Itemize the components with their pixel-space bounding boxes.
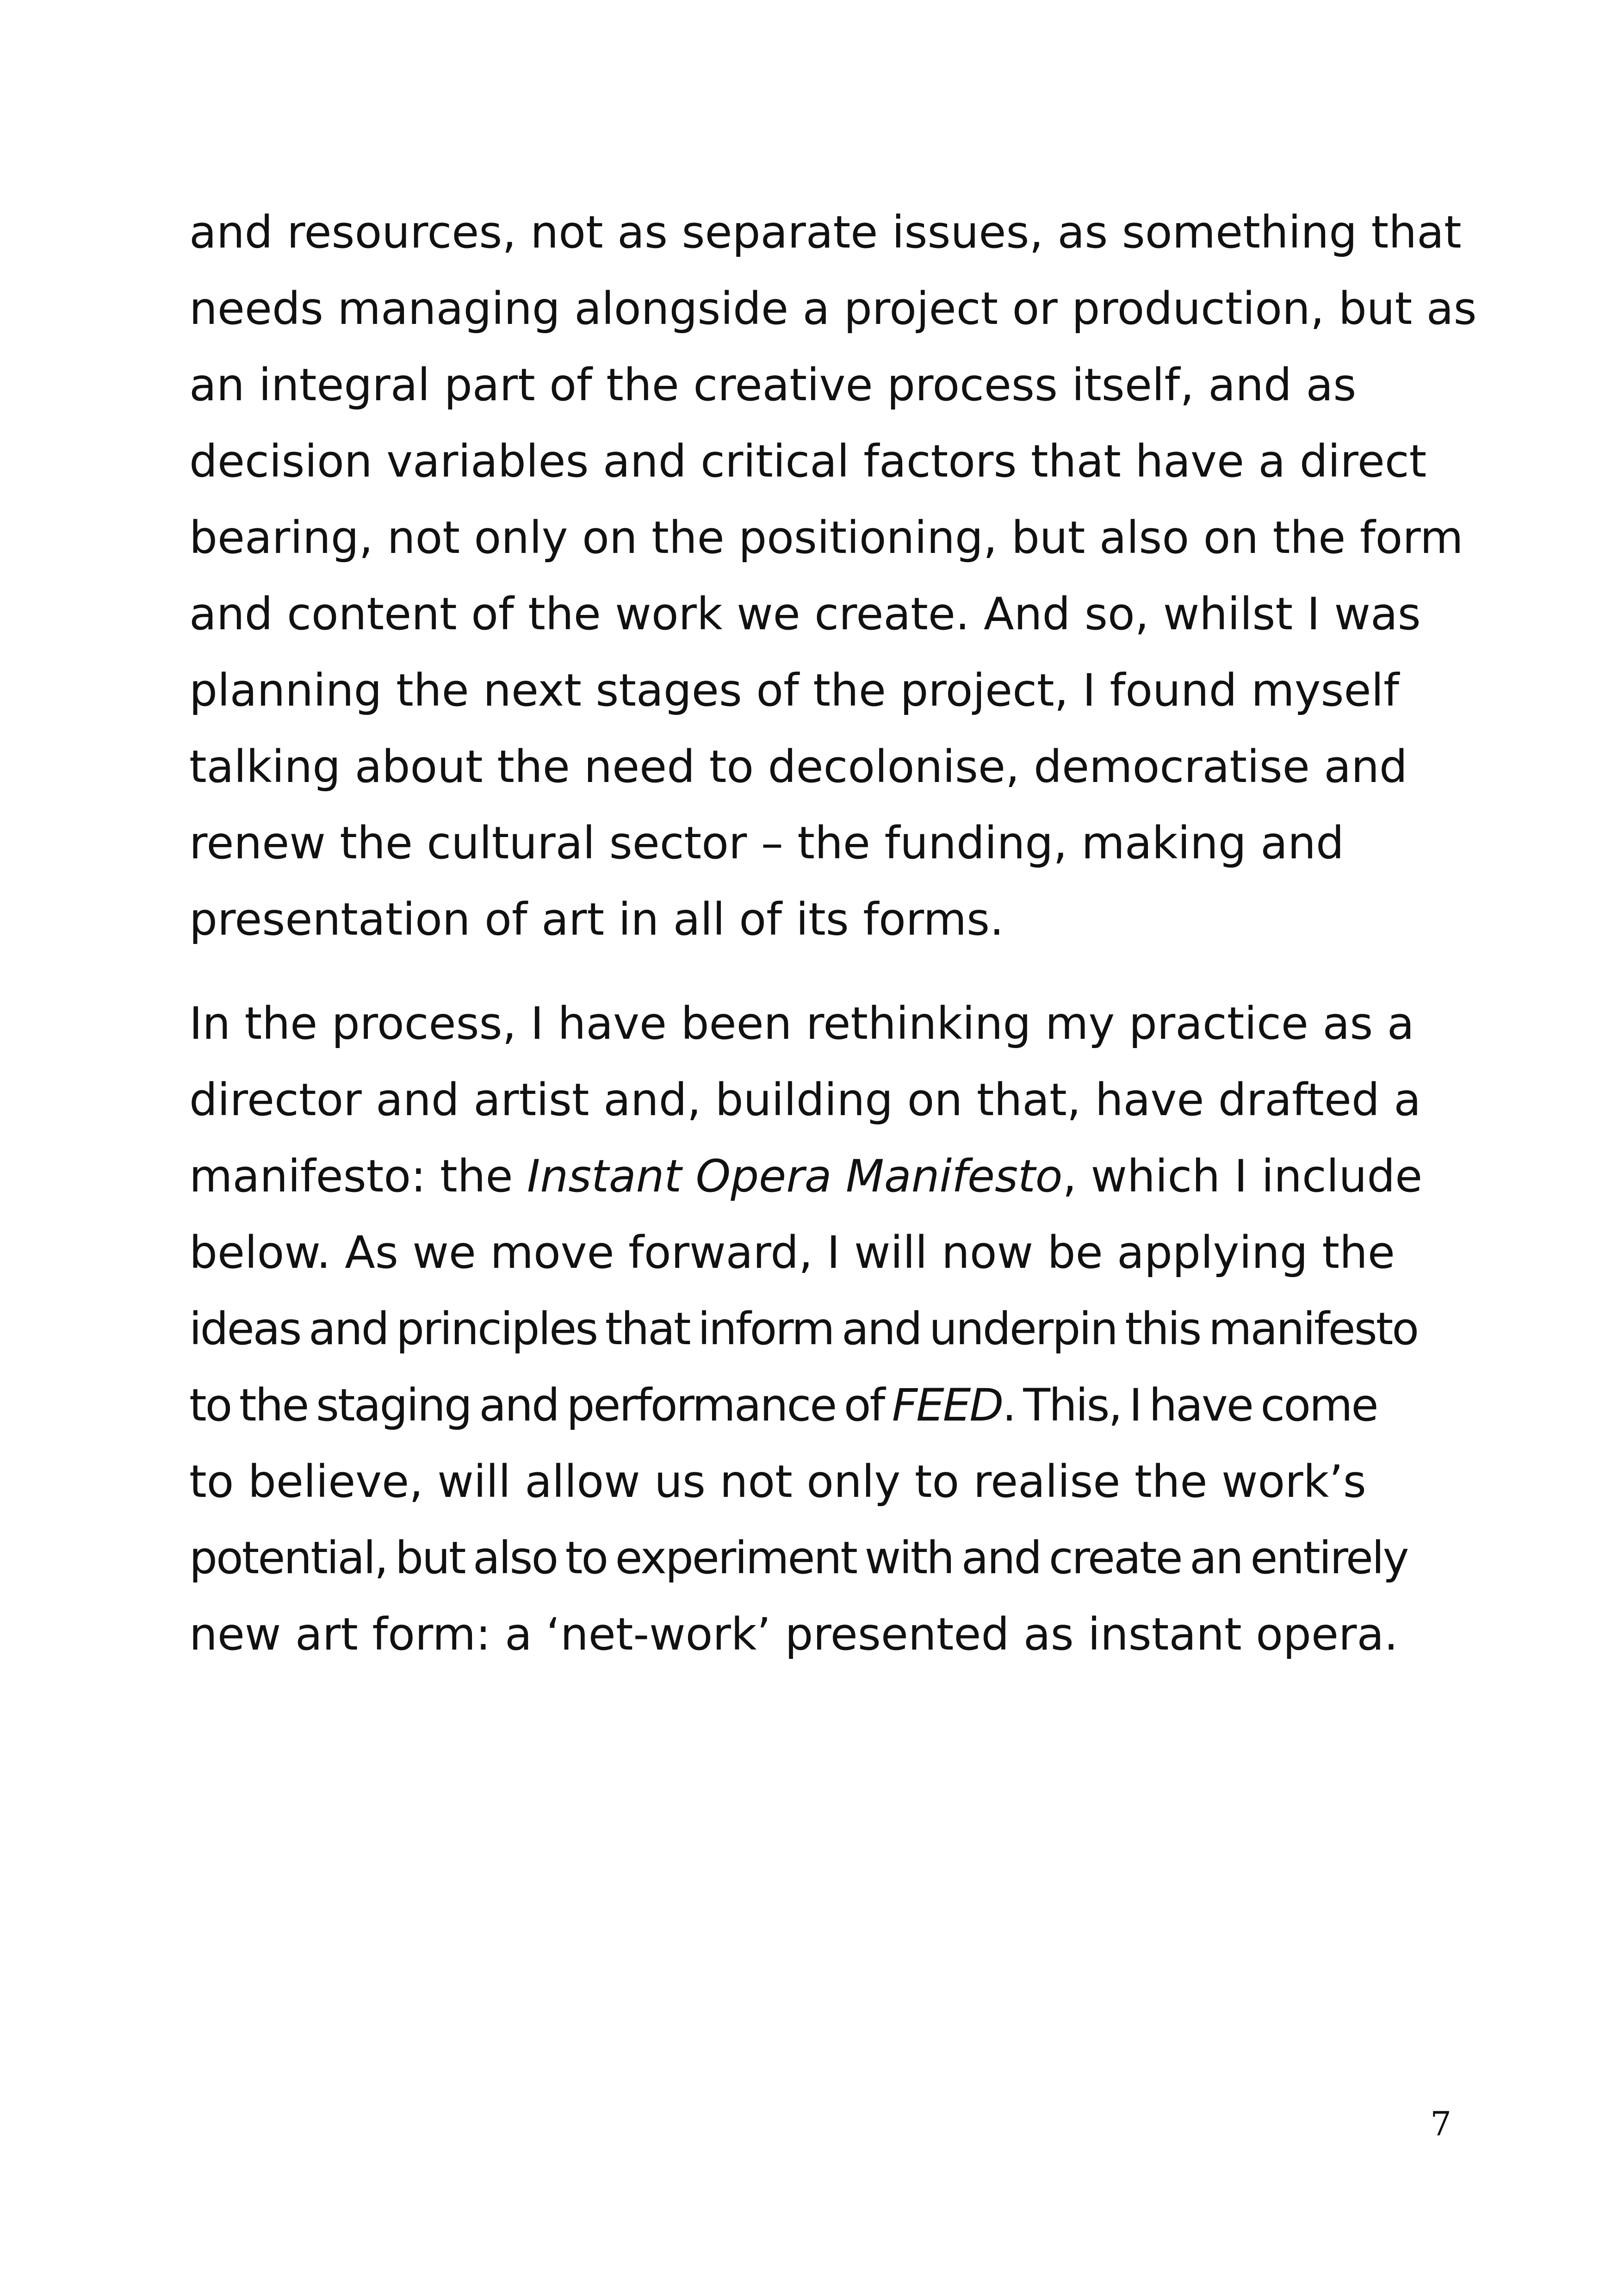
text-run: manifesto: the [189, 1150, 527, 1202]
text-line: below. As we move forward, I will now be applying the [189, 1227, 1395, 1278]
text-line: planning the next stages of the project, I found myself [189, 664, 1400, 716]
body-paragraph [189, 986, 1448, 1673]
text-run: . This, I have come [1002, 1379, 1377, 1431]
italic-title: FEED [892, 1379, 1003, 1431]
text-line: and resources, not as separate issues, as something that [189, 206, 1462, 258]
italic-title: Instant Opera Manifesto [527, 1150, 1063, 1202]
text-line: potential, but also to experiment with and create an entirely [189, 1532, 1408, 1584]
text-line: new art form: a ‘net-work’ presented as instant opera. [189, 1608, 1398, 1660]
text-line [189, 1138, 1448, 1215]
text-line: ideas and principles that inform and underpin this manifesto [189, 1303, 1418, 1355]
text-line: In the process, I have been rethinking my practice as a [189, 998, 1414, 1049]
text-run: , which I include [1062, 1150, 1423, 1202]
page-number: 7 [1430, 2104, 1451, 2143]
text-line: talking about the need to decolonise, democratise and [189, 741, 1407, 793]
text-line: presentation of art in all of its forms. [189, 894, 1004, 945]
body-paragraph [189, 194, 1477, 958]
text-line: renew the cultural sector – the funding, making and [189, 817, 1344, 869]
text-line: needs managing alongside a project or production, but as [189, 283, 1477, 335]
text-line: decision variables and critical factors that have a direct [189, 435, 1427, 487]
text-line: director and artist and, building on that, have drafted a [189, 1074, 1421, 1126]
text-run: to the staging and performance of [189, 1379, 892, 1431]
text-line: an integral part of the creative process itself, and as [189, 359, 1357, 411]
text-line [189, 1367, 1448, 1444]
text-line: bearing, not only on the positioning, but also on the form [189, 512, 1463, 564]
text-line: to believe, will allow us not only to realise the work’s [189, 1456, 1366, 1508]
text-line: and content of the work we create. And so, whilst I was [189, 588, 1421, 640]
